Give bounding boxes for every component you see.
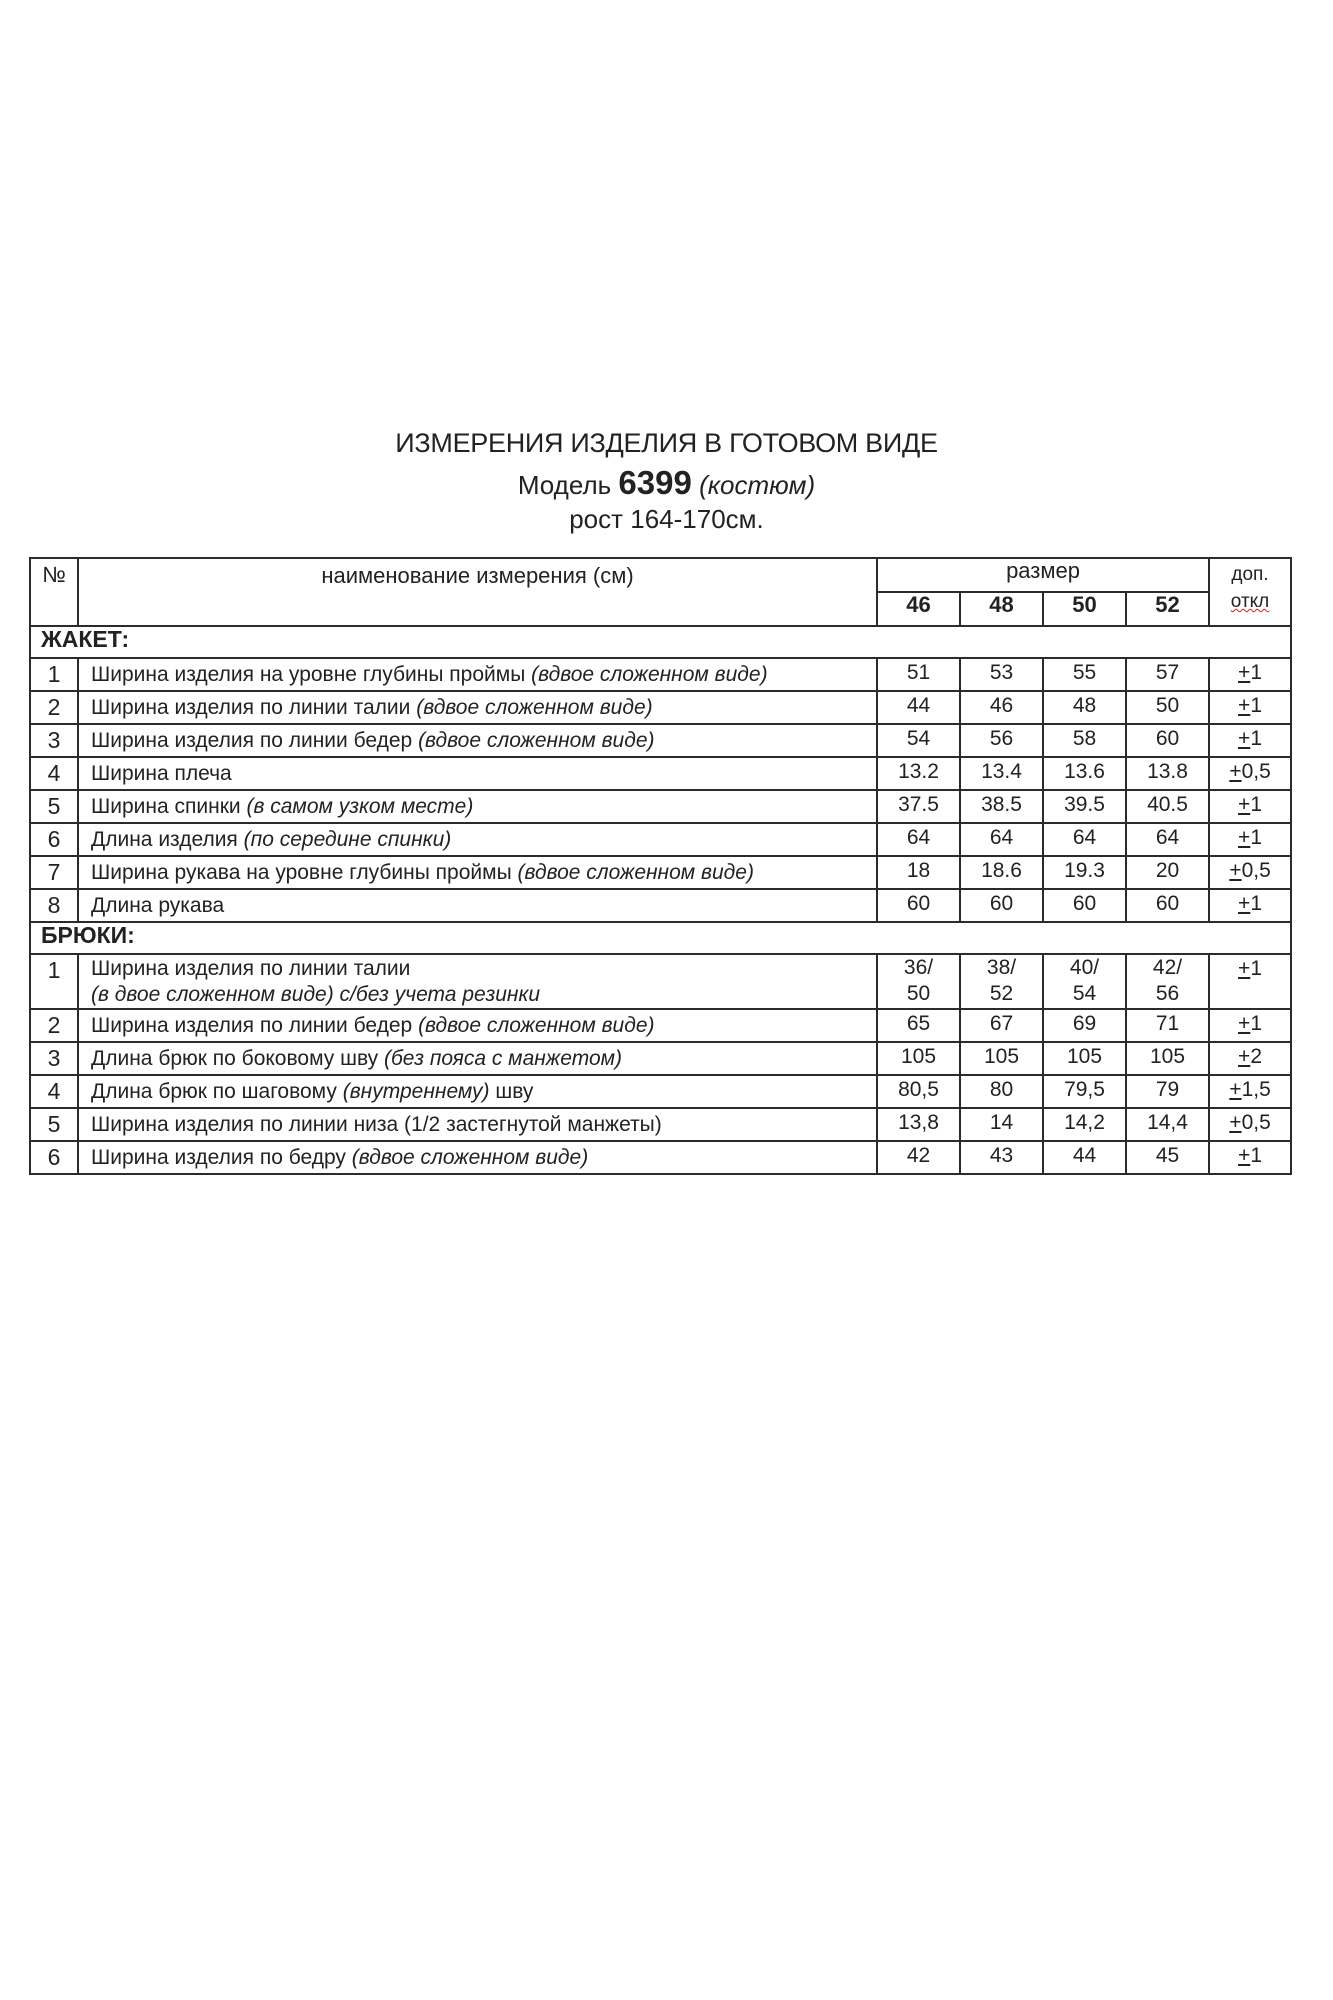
value-size-50: 60	[1043, 889, 1126, 922]
table-row	[30, 790, 1291, 823]
column-header-size: размер	[877, 558, 1209, 592]
model-label: Модель	[517, 470, 612, 500]
table-row	[30, 889, 1291, 922]
value-size-52	[1126, 954, 1209, 1009]
row-number: 1	[30, 954, 78, 1009]
measurement-name-cell	[78, 823, 877, 856]
table-row	[30, 691, 1291, 724]
plus-minus-icon: +	[1238, 793, 1251, 816]
tolerance-cell	[1209, 1141, 1291, 1174]
value-size-50: 39.5	[1043, 790, 1126, 823]
row-number: 5	[30, 1108, 78, 1141]
model-type: (костюм)	[699, 470, 816, 500]
measurement-name-cell	[78, 889, 877, 922]
plus-minus-icon: +	[1229, 1111, 1242, 1134]
tolerance-value: 1	[1250, 892, 1262, 915]
value-size-50: 64	[1043, 823, 1126, 856]
value-size-46: 42	[877, 1141, 960, 1174]
value-size-52: 60	[1126, 889, 1209, 922]
value-size-46: 105	[877, 1042, 960, 1075]
table-row	[30, 1042, 1291, 1075]
column-header-measurement-name: наименование измерения (см)	[78, 558, 877, 626]
tolerance-value: 0,5	[1241, 859, 1271, 882]
value-size-48: 13.4	[960, 757, 1043, 790]
plus-minus-icon: +	[1238, 1012, 1251, 1035]
value-size-48: 18.6	[960, 856, 1043, 889]
measurement-name: Длина изделия	[91, 828, 238, 851]
value-size-48	[960, 954, 1043, 1009]
measurement-note: (вдвое сложенном виде)	[517, 861, 754, 884]
tolerance-cell	[1209, 1075, 1291, 1108]
plus-minus-icon: +	[1238, 727, 1251, 750]
plus-minus-icon: +	[1238, 661, 1251, 684]
measurement-name: Длина рукава	[91, 894, 225, 917]
value-size-48: 64	[960, 823, 1043, 856]
value-size-50: 69	[1043, 1009, 1126, 1042]
tolerance-cell	[1209, 954, 1291, 1009]
value-size-50: 55	[1043, 658, 1126, 691]
value-size-52: 14,4	[1126, 1108, 1209, 1141]
tolerance-value: 0,5	[1241, 760, 1271, 783]
value-size-50: 44	[1043, 1141, 1126, 1174]
row-number: 3	[30, 724, 78, 757]
row-number: 2	[30, 1009, 78, 1042]
value-size-50: 48	[1043, 691, 1126, 724]
measurement-note: (в двое сложенном виде) с/без учета резинки	[91, 983, 541, 1006]
value-size-48: 14	[960, 1108, 1043, 1141]
tolerance-value: 0,5	[1241, 1111, 1271, 1134]
measurement-name-cell	[78, 856, 877, 889]
measurement-name-cell	[78, 1075, 877, 1108]
plus-minus-icon: +	[1229, 760, 1242, 783]
tolerance-value: 1	[1250, 957, 1262, 980]
value-size-50: 19.3	[1043, 856, 1126, 889]
section-header-row	[30, 922, 1291, 954]
table-row	[30, 856, 1291, 889]
tolerance-value: 1	[1250, 826, 1262, 849]
row-number: 2	[30, 691, 78, 724]
tolerance-header-line2: откл	[1230, 591, 1270, 612]
measurement-note: (вдвое сложенном виде)	[351, 1146, 589, 1169]
value-size-48: 38.5	[960, 790, 1043, 823]
value-without-elastic: 52	[989, 982, 1014, 1005]
value-size-46: 64	[877, 823, 960, 856]
measurement-name-cell	[78, 757, 877, 790]
measurement-name: Ширина изделия по бедру	[91, 1146, 346, 1169]
row-number: 5	[30, 790, 78, 823]
tolerance-value: 1	[1250, 694, 1262, 717]
measurement-name: Ширина изделия по линии бедер	[91, 729, 413, 752]
tolerance-cell	[1209, 1108, 1291, 1141]
plus-minus-icon: +	[1238, 957, 1251, 980]
value-with-elastic: 36/	[903, 956, 934, 979]
measurement-name-cell	[78, 1042, 877, 1075]
value-size-46: 54	[877, 724, 960, 757]
tolerance-cell	[1209, 757, 1291, 790]
value-size-52: 13.8	[1126, 757, 1209, 790]
tolerance-cell	[1209, 1009, 1291, 1042]
measurement-note: (вдвое сложенном виде)	[416, 696, 653, 719]
height-range: рост 164-170см.	[569, 504, 764, 534]
table-row	[30, 1075, 1291, 1108]
tolerance-value: 1	[1250, 661, 1262, 684]
tolerance-value: 1	[1250, 1144, 1262, 1167]
measurements-table	[29, 557, 1292, 1175]
value-size-46: 60	[877, 889, 960, 922]
value-size-52: 64	[1126, 823, 1209, 856]
model-line	[0, 464, 1333, 502]
measurement-note: (по середине спинки)	[243, 828, 452, 851]
tolerance-cell	[1209, 691, 1291, 724]
value-size-46	[877, 954, 960, 1009]
tolerance-cell	[1209, 1042, 1291, 1075]
size-header-48: 48	[960, 592, 1043, 626]
table-row	[30, 724, 1291, 757]
value-size-52: 20	[1126, 856, 1209, 889]
value-size-52: 71	[1126, 1009, 1209, 1042]
measurement-name: Ширина плеча	[91, 762, 232, 785]
tolerance-value: 1,5	[1241, 1078, 1271, 1101]
tolerance-cell	[1209, 889, 1291, 922]
plus-minus-icon: +	[1238, 892, 1251, 915]
measurement-name: Ширина рукава на уровне глубины проймы	[91, 861, 512, 884]
value-size-48: 67	[960, 1009, 1043, 1042]
value-with-elastic: 42/	[1152, 956, 1183, 979]
measurement-name: Ширина изделия по линии бедер	[91, 1014, 413, 1037]
value-size-46: 80,5	[877, 1075, 960, 1108]
value-size-48: 80	[960, 1075, 1043, 1108]
table-row	[30, 954, 1291, 1009]
value-size-50: 13.6	[1043, 757, 1126, 790]
tolerance-value: 1	[1250, 727, 1262, 750]
table-row	[30, 757, 1291, 790]
row-number: 6	[30, 1141, 78, 1174]
measurement-note: (без пояса с манжетом)	[383, 1047, 623, 1070]
measurement-note: (вдвое сложенном виде)	[531, 663, 768, 686]
value-size-48: 60	[960, 889, 1043, 922]
tolerance-cell	[1209, 823, 1291, 856]
model-number: 6399	[618, 464, 692, 501]
value-with-elastic: 40/	[1069, 956, 1100, 979]
value-size-52: 40.5	[1126, 790, 1209, 823]
value-size-46: 18	[877, 856, 960, 889]
measurement-name: Длина брюк по шаговому	[91, 1080, 337, 1103]
table-header-row	[30, 558, 1291, 592]
measurement-name-cell	[78, 1009, 877, 1042]
value-size-50: 105	[1043, 1042, 1126, 1075]
value-size-50	[1043, 954, 1126, 1009]
measurement-name-cell	[78, 790, 877, 823]
plus-minus-icon: +	[1238, 826, 1251, 849]
value-size-46: 37.5	[877, 790, 960, 823]
value-without-elastic: 56	[1155, 982, 1180, 1005]
value-size-52: 79	[1126, 1075, 1209, 1108]
plus-minus-icon: +	[1238, 694, 1251, 717]
value-size-52: 50	[1126, 691, 1209, 724]
value-size-52: 60	[1126, 724, 1209, 757]
measurement-name: Ширина изделия по линии талии	[91, 696, 411, 719]
table-row	[30, 1009, 1291, 1042]
value-size-48: 53	[960, 658, 1043, 691]
measurement-name: Ширина изделия на уровне глубины проймы	[91, 663, 526, 686]
value-size-46: 51	[877, 658, 960, 691]
value-without-elastic: 50	[906, 982, 931, 1005]
value-size-46: 44	[877, 691, 960, 724]
row-number: 8	[30, 889, 78, 922]
value-size-48: 105	[960, 1042, 1043, 1075]
table-row	[30, 658, 1291, 691]
value-with-elastic: 38/	[986, 956, 1017, 979]
section-title: БРЮКИ:	[30, 922, 1291, 954]
tolerance-value: 1	[1250, 793, 1262, 816]
table-row	[30, 1108, 1291, 1141]
value-size-46: 13,8	[877, 1108, 960, 1141]
measurement-name-cell	[78, 954, 877, 1009]
tolerance-cell	[1209, 658, 1291, 691]
size-header-46: 46	[877, 592, 960, 626]
measurement-name-tail: шву	[495, 1080, 534, 1103]
tolerance-cell	[1209, 856, 1291, 889]
row-number: 3	[30, 1042, 78, 1075]
value-size-48: 46	[960, 691, 1043, 724]
measurement-name: Ширина изделия по линии талии	[91, 957, 411, 980]
tolerance-value: 1	[1250, 1012, 1262, 1035]
plus-minus-icon: +	[1238, 1045, 1251, 1068]
row-number: 7	[30, 856, 78, 889]
measurement-name: Ширина изделия по линии низа (1/2 застегнутой манжеты)	[91, 1113, 662, 1136]
measurement-name-cell	[78, 658, 877, 691]
measurement-name-cell	[78, 1141, 877, 1174]
measurement-name-cell	[78, 724, 877, 757]
value-size-50: 79,5	[1043, 1075, 1126, 1108]
row-number: 4	[30, 1075, 78, 1108]
measurement-name: Ширина спинки	[91, 795, 241, 818]
value-size-48: 56	[960, 724, 1043, 757]
measurement-name-cell	[78, 691, 877, 724]
document-title: ИЗМЕРЕНИЯ ИЗДЕЛИЯ В ГОТОВОМ ВИДЕ	[395, 428, 938, 458]
section-title: ЖАКЕТ:	[30, 626, 1291, 658]
value-without-elastic: 54	[1072, 982, 1097, 1005]
value-size-52: 57	[1126, 658, 1209, 691]
row-number: 4	[30, 757, 78, 790]
measurement-note: (в самом узком месте)	[246, 795, 474, 818]
value-size-52: 45	[1126, 1141, 1209, 1174]
value-size-50: 14,2	[1043, 1108, 1126, 1141]
size-header-52: 52	[1126, 592, 1209, 626]
size-header-50: 50	[1043, 592, 1126, 626]
value-size-46: 65	[877, 1009, 960, 1042]
value-size-50: 58	[1043, 724, 1126, 757]
tolerance-header-line1: доп.	[1231, 564, 1269, 585]
table-row	[30, 1141, 1291, 1174]
value-size-52: 105	[1126, 1042, 1209, 1075]
plus-minus-icon: +	[1229, 859, 1242, 882]
row-number: 1	[30, 658, 78, 691]
measurement-name-cell	[78, 1108, 877, 1141]
row-number: 6	[30, 823, 78, 856]
measurement-note: (внутреннему)	[342, 1080, 490, 1103]
measurement-name: Длина брюк по боковому шву	[91, 1047, 379, 1070]
column-header-number: №	[30, 558, 78, 626]
section-header-row	[30, 626, 1291, 658]
plus-minus-icon: +	[1229, 1078, 1242, 1101]
value-size-46: 13.2	[877, 757, 960, 790]
column-header-tolerance	[1209, 558, 1291, 626]
table-row	[30, 823, 1291, 856]
value-size-48: 43	[960, 1141, 1043, 1174]
plus-minus-icon: +	[1238, 1144, 1251, 1167]
tolerance-cell	[1209, 724, 1291, 757]
tolerance-value: 2	[1250, 1045, 1262, 1068]
measurement-note: (вдвое сложенном виде)	[418, 1014, 655, 1037]
measurement-note: (вдвое сложенном виде)	[418, 729, 655, 752]
tolerance-cell	[1209, 790, 1291, 823]
